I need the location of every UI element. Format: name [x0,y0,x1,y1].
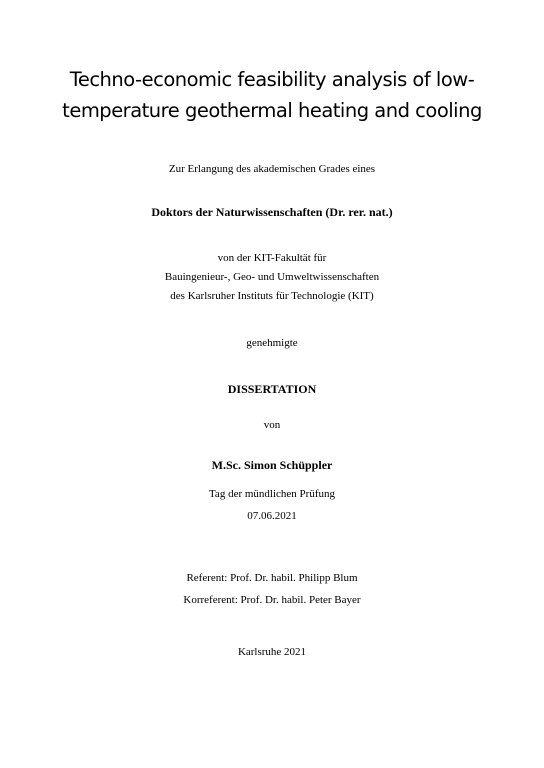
author-name: M.Sc. Simon Schüppler [211,458,333,472]
faculty-line-3: des Karlsruher Instituts für Technologie (KIT) [170,290,374,302]
faculty-line-1: von der KIT-Fakultät für [217,252,327,264]
degree-purpose: Zur Erlangung des akademischen Grades eines [168,163,376,175]
thesis-title-line-1: Techno-economic feasibility analysis of low- [69,68,475,91]
degree-name: Doktors der Naturwissenschaften (Dr. rer. nat.) [151,205,393,219]
referee: Referent: Prof. Dr. habil. Philipp Blum [186,572,358,584]
exam-label: Tag der mündlichen Prüfung [208,488,335,500]
exam-date: 07.06.2021 [247,510,297,522]
place-year: Karlsruhe 2021 [237,646,307,658]
approval-text: genehmigte [246,337,298,349]
faculty-line-2: Bauingenieur-, Geo- und Umweltwissenschaften [164,271,380,283]
coreferee: Korreferent: Prof. Dr. habil. Peter Bayer [183,594,361,606]
by-text: von [263,419,281,431]
document-type: DISSERTATION [227,382,317,396]
thesis-title-line-2: temperature geothermal heating and cooling [62,99,482,122]
